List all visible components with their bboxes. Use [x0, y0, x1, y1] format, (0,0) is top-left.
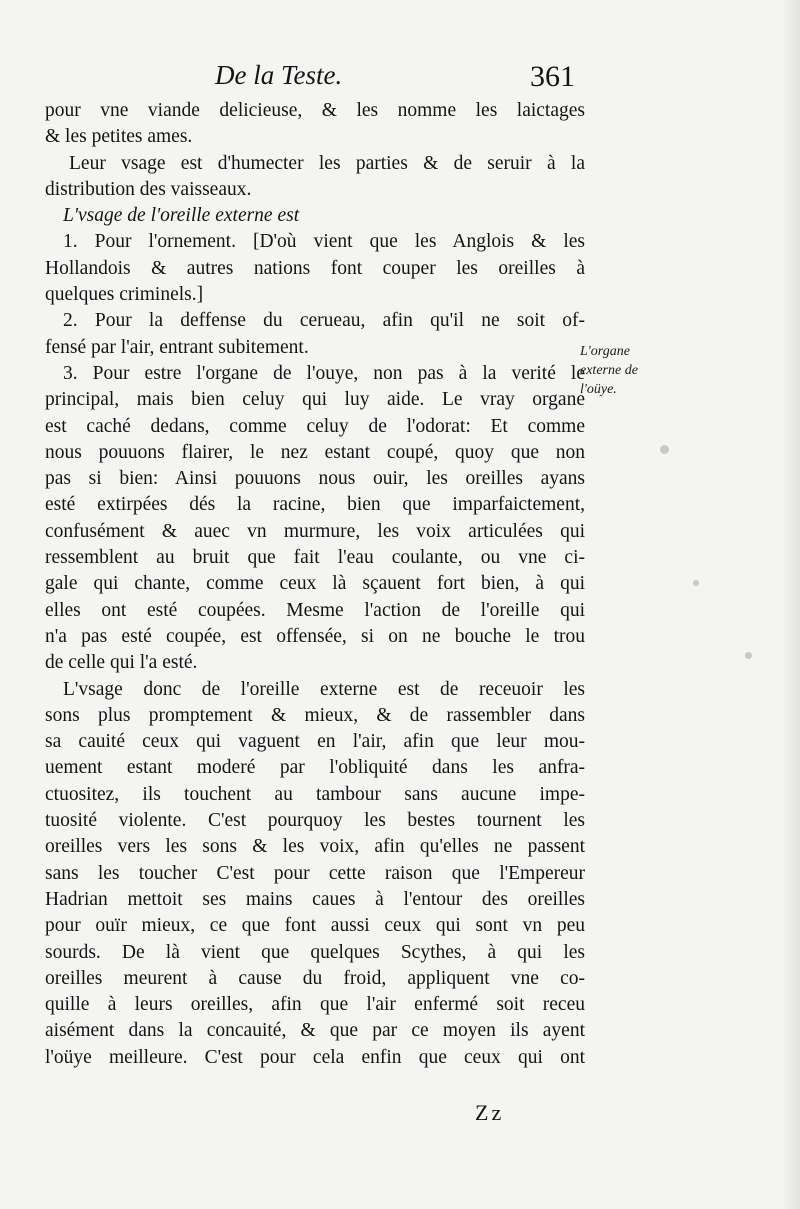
- paper-speck: [660, 445, 669, 454]
- text-line: Hollandois & autres nations font couper les oreilles à: [45, 257, 585, 279]
- text-line: pour vne viande delicieuse, & les nomme les laictages: [45, 100, 585, 121]
- text-line: pour ouïr mieux, ce que font aussi ceux qui sont vn peu: [45, 915, 585, 937]
- text-line: tuosité violente. C'est pourquoy les bestes tournent les: [45, 810, 585, 832]
- marginal-note-line: externe de: [580, 363, 638, 378]
- page-number: 361: [530, 60, 575, 93]
- text-line: Hadrian mettoit ses mains caues à l'entour des oreilles: [45, 888, 585, 910]
- running-head: De la Teste.: [215, 60, 343, 90]
- text-line: L'vsage de l'oreille externe est: [63, 205, 300, 227]
- signature-mark: Zz: [475, 1100, 505, 1125]
- marginal-note-line: L'organe: [580, 344, 630, 359]
- body-text: [45, 98, 585, 1071]
- text-line: & les petites ames.: [45, 126, 193, 148]
- text-line: sons plus promptement & mieux, & de rassembler dans: [45, 704, 585, 726]
- text-line: 1. Pour l'ornement. [D'où vient que les Anglois & les: [63, 231, 585, 253]
- text-line: oreilles vers les sons & les voix, afin qu'elles ne passent: [45, 836, 585, 858]
- text-line: est caché dedans, comme celuy de l'odorat: Et comme: [45, 415, 585, 437]
- page-edge-shadow: [782, 0, 800, 1209]
- text-line: quelques criminels.]: [45, 284, 204, 306]
- text-line: pas si bien: Ainsi pouuons nous ouir, les oreilles ayans: [45, 468, 585, 490]
- text-line: principal, mais bien celuy qui luy aide. Le vray organe: [45, 389, 585, 411]
- text-line: ctuositez, ils touchent au tambour sans aucune impe-: [45, 783, 585, 805]
- text-line: n'a pas esté coupée, est offensée, si on ne bouche le trou: [45, 625, 585, 647]
- text-line: sans les toucher C'est pour cette raison que l'Empereur: [45, 862, 585, 884]
- text-line: esté extirpées dés la racine, bien que imparfaictement,: [45, 494, 585, 516]
- paper-speck: [745, 652, 752, 659]
- text-line: fensé par l'air, entrant subitement.: [45, 336, 309, 358]
- marginal-note: [580, 342, 638, 399]
- text-line: quille à leurs oreilles, afin que l'air enfermé soit receu: [45, 994, 585, 1016]
- text-line: distribution des vaisseaux.: [45, 178, 252, 200]
- text-line: 2. Pour la deffense du cerueau, afin qu'il ne soit of-: [63, 310, 585, 332]
- text-line: gale qui chante, comme ceux là sçauent fort bien, à qui: [45, 573, 585, 595]
- text-line: sa cauité ceux qui vaguent en l'air, afin que leur mou-: [45, 731, 585, 753]
- text-line: aisément dans la concauité, & que par ce moyen ils ayent: [45, 1020, 585, 1042]
- text-line: Leur vsage est d'humecter les parties & de seruir à la: [69, 152, 585, 174]
- text-line: oreilles meurent à cause du froid, appliquent vne co-: [45, 967, 585, 989]
- marginal-note-line: l'oüye.: [580, 382, 617, 397]
- text-line: nous pouuons flairer, le nez estant coupé, quoy que non: [45, 441, 585, 463]
- text-line: elles ont esté coupées. Mesme l'action de l'oreille qui: [45, 599, 585, 621]
- text-line: sourds. De là vient que quelques Scythes, à qui les: [45, 941, 585, 963]
- text-line: confusément & auec vn murmure, les voix articulées qui: [45, 520, 585, 542]
- text-line: uement estant moderé par l'obliquité dans les anfra-: [45, 757, 585, 779]
- paper-speck: [693, 580, 699, 586]
- text-line: ressemblent au bruit que fait l'eau coulante, ou vne ci-: [45, 547, 585, 569]
- text-line: L'vsage donc de l'oreille externe est de receuoir les: [63, 678, 585, 700]
- text-line: de celle qui l'a esté.: [45, 652, 198, 674]
- text-line: 3. Pour estre l'organe de l'ouye, non pas à la verité le: [63, 362, 585, 384]
- text-line: l'oüye meilleure. C'est pour cela enfin que ceux qui ont: [45, 1046, 585, 1068]
